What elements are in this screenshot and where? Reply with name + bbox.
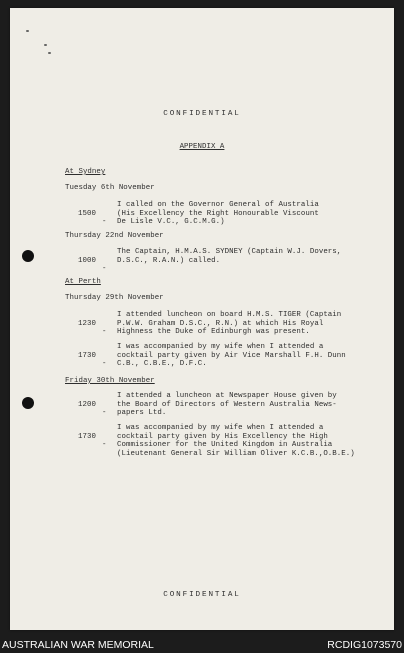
punch-hole bbox=[22, 397, 34, 409]
entry-dash: - bbox=[102, 328, 107, 337]
entry-time: 1500 bbox=[78, 209, 96, 218]
entry-dash: - bbox=[102, 265, 107, 274]
appendix-title: APPENDIX A bbox=[179, 143, 225, 151]
entry-line: (Lieutenant General Sir William Oliver K.C.B.,O.B.E.) bbox=[117, 449, 355, 458]
entry-time: 1000 bbox=[78, 256, 96, 265]
archive-bar bbox=[0, 638, 404, 653]
entry-line: I called on the Governor General of Australia bbox=[117, 201, 319, 209]
archive-record-id: RCDIG1073570 bbox=[327, 639, 402, 651]
paper-speck bbox=[44, 44, 47, 46]
paper-speck bbox=[26, 30, 29, 32]
entry-line: I was accompanied by my wife when I attended a bbox=[117, 343, 324, 351]
entry-dash: - bbox=[102, 409, 107, 418]
day-date: Friday 30th November bbox=[65, 377, 155, 385]
entry-dash: - bbox=[102, 360, 107, 369]
entry-line: cocktail party given by His Excellency the High bbox=[117, 432, 328, 441]
entry-line: P.W.W. Graham D.S.C., R.N.) at which His Royal bbox=[117, 319, 324, 328]
entry-line: I was accompanied by my wife when I attended a bbox=[117, 424, 324, 432]
paper-speck bbox=[48, 52, 51, 54]
archive-name: AUSTRALIAN WAR MEMORIAL bbox=[2, 639, 154, 651]
header-confidential: CONFIDENTIAL bbox=[163, 110, 241, 118]
footer-confidential: CONFIDENTIAL bbox=[163, 591, 241, 599]
entry-line: cocktail party given by Air Vice Marshall F.H. Dunn bbox=[117, 351, 346, 360]
entry-time: 1200 bbox=[78, 400, 96, 409]
entry-line: the Board of Directors of Western Australia News- bbox=[117, 400, 337, 409]
entry-time: 1230 bbox=[78, 319, 96, 328]
entry-line: D.S.C., R.A.N.) called. bbox=[117, 256, 221, 265]
entry-line: (His Excellency the Right Honourable Viscount bbox=[117, 209, 319, 218]
section-place: At Sydney bbox=[65, 168, 106, 176]
entry-line: De Lisle V.C., G.C.M.G.) bbox=[117, 218, 225, 227]
day-date: Thursday 29th November bbox=[65, 294, 164, 302]
diary-entry bbox=[72, 424, 355, 493]
entry-line: The Captain, H.M.A.S. SYDNEY (Captain W.J. Dovers, bbox=[117, 248, 342, 256]
punch-hole bbox=[22, 250, 34, 262]
entry-line: Commissioner for the United Kingdom in Australia bbox=[117, 441, 333, 450]
document-page bbox=[10, 8, 394, 630]
entry-line: I attended a luncheon at Newspaper House given by bbox=[117, 392, 337, 400]
entry-dash: - bbox=[102, 441, 107, 450]
entry-line: papers Ltd. bbox=[117, 409, 167, 418]
entry-dash: - bbox=[102, 218, 107, 227]
day-date: Tuesday 6th November bbox=[65, 184, 155, 192]
entry-line: I attended luncheon on board H.M.S. TIGER (Captain bbox=[117, 311, 342, 319]
entry-time: 1730 bbox=[78, 351, 96, 360]
section-place: At Perth bbox=[65, 278, 101, 286]
entry-line: Highness the Duke of Edinburgh was present. bbox=[117, 328, 310, 337]
entry-line: C.B., C.B.E., D.F.C. bbox=[117, 360, 207, 369]
entry-time: 1730 bbox=[78, 432, 96, 441]
day-date: Thursday 22nd November bbox=[65, 232, 164, 240]
